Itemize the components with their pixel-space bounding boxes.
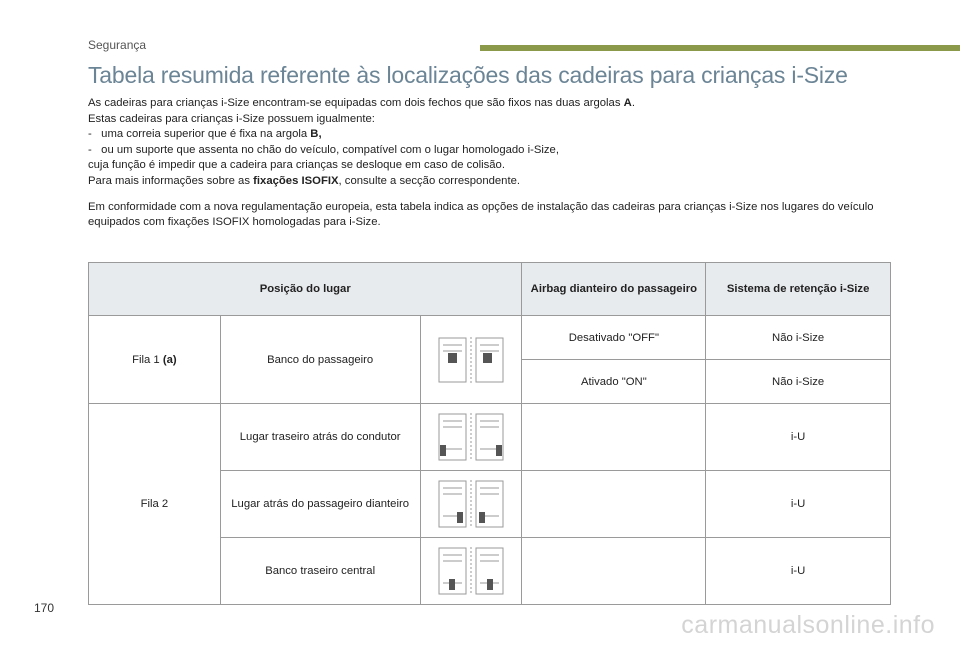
page-number: 170: [34, 601, 55, 615]
table-row: [89, 404, 891, 471]
seat-name: Banco traseiro central: [220, 538, 420, 605]
isize-summary-table: [88, 262, 891, 605]
table-header-row: [89, 263, 891, 316]
header-system: Sistema de retenção i-Size: [706, 263, 891, 316]
airbag-empty: [522, 538, 706, 605]
isize-value: Não i-Size: [706, 316, 891, 360]
rear-center-seat-diagram-icon: [435, 545, 507, 597]
table-row: [89, 316, 891, 360]
intro-line: cuja função é impedir que a cadeira para crianças se desloque em caso de colisão.: [88, 159, 505, 172]
intro-line: Para mais informações sobre as fixações ISOFIX, consulte a secção correspondente.: [88, 174, 521, 187]
row-label-fila1: Fila 1 (a): [89, 316, 221, 404]
intro-text: [88, 96, 898, 231]
header-airbag: Airbag dianteiro do passageiro: [522, 263, 706, 316]
intro-line: Estas cadeiras para crianças i-Size possuem igualmente:: [88, 112, 375, 125]
seat-name: Lugar atrás do passageiro dianteiro: [220, 471, 420, 538]
row-label-fila2: Fila 2: [89, 404, 221, 605]
isize-value: i-U: [706, 471, 891, 538]
airbag-empty: [522, 404, 706, 471]
header-position: Posição do lugar: [89, 263, 522, 316]
rear-right-seat-diagram-icon: [435, 478, 507, 530]
front-seats-diagram-icon: [435, 335, 507, 385]
seat-diagram-cell: [420, 316, 522, 404]
airbag-on: Ativado "ON": [522, 360, 706, 404]
seat-name: Banco do passageiro: [220, 316, 420, 404]
airbag-off: Desativado "OFF": [522, 316, 706, 360]
intro-line: As cadeiras para crianças i-Size encontram-se equipadas com dois fechos que são fixos nas duas argolas A.: [88, 97, 635, 109]
section-title: Segurança: [88, 38, 147, 52]
page-title: Tabela resumida referente às localizações das cadeiras para crianças i-Size: [88, 62, 848, 88]
seat-diagram-cell: [420, 538, 522, 605]
isize-value: i-U: [706, 538, 891, 605]
isize-value: Não i-Size: [706, 360, 891, 404]
isize-value: i-U: [706, 404, 891, 471]
rear-left-seat-diagram-icon: [435, 411, 507, 463]
seat-diagram-cell: [420, 404, 522, 471]
intro-line: - ou um suporte que assenta no chão do veículo, compatível com o lugar homologado i-Size,: [88, 143, 559, 156]
watermark: carmanualsonline.info: [681, 611, 935, 639]
intro-line: - uma correia superior que é fixa na argola B,: [88, 128, 322, 141]
intro-paragraph: Em conformidade com a nova regulamentação europeia, esta tabela indica as opções de instalação das cadeiras para crianças i-Size nos lugares do veículo equipados com fixações ISOFIX homologadas para i-Size.: [88, 200, 874, 229]
seat-diagram-cell: [420, 471, 522, 538]
seat-name: Lugar traseiro atrás do condutor: [220, 404, 420, 471]
airbag-empty: [522, 471, 706, 538]
section-divider-bar: [480, 45, 960, 51]
